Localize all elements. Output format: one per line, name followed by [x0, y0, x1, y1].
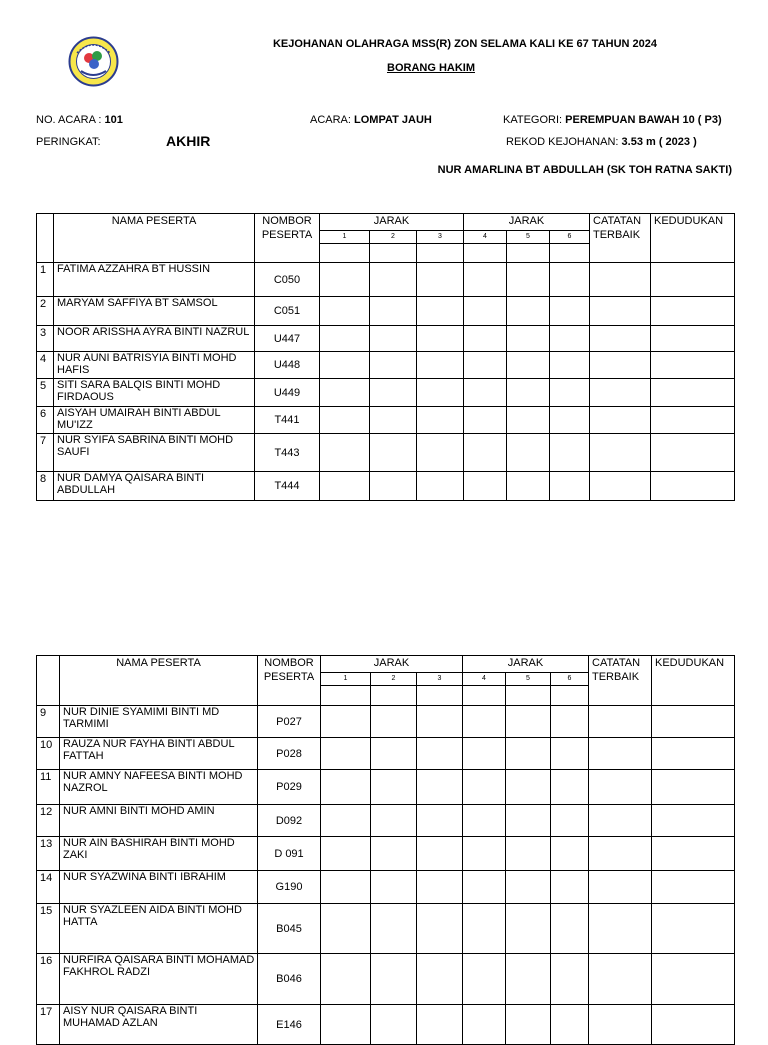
attempt-cell — [371, 686, 417, 706]
attempt-4-input[interactable] — [464, 434, 507, 472]
best-mark-input[interactable] — [590, 434, 651, 472]
attempt-cell — [321, 686, 371, 706]
participant-number: E146 — [258, 1005, 321, 1045]
attempt-2-input[interactable] — [370, 352, 417, 379]
attempt-4-input[interactable] — [463, 1005, 506, 1045]
attempt-3-header: 3 — [417, 231, 464, 244]
position-input[interactable] — [652, 954, 735, 1005]
attempt-cell — [320, 244, 370, 263]
attempt-2-input[interactable] — [371, 805, 417, 837]
position-input[interactable] — [652, 805, 735, 837]
attempt-5-input[interactable] — [507, 407, 550, 434]
participant-number: C051 — [255, 297, 320, 326]
table-row — [37, 904, 735, 954]
table-row — [37, 770, 735, 805]
document-subtitle: BORANG HAKIM — [387, 62, 475, 74]
table-row — [37, 263, 735, 297]
table-row — [37, 379, 735, 407]
attempt-2-input[interactable] — [370, 326, 417, 352]
participant-number: U448 — [255, 352, 320, 379]
attempt-6-input[interactable] — [551, 706, 589, 738]
attempt-6-input[interactable] — [551, 738, 589, 770]
attempt-6-input[interactable] — [551, 1005, 589, 1045]
position-input[interactable] — [651, 352, 735, 379]
participant-name: NUR AMNY NAFEESA BINTI MOHD NAZROL — [60, 770, 258, 805]
attempt-2-input[interactable] — [371, 738, 417, 770]
attempt-6-header: 6 — [550, 231, 590, 244]
row-number: 16 — [37, 954, 60, 1005]
attempt-2-input[interactable] — [370, 407, 417, 434]
record-holder: NUR AMARLINA BT ABDULLAH (SK TOH RATNA SAKTI) — [437, 164, 732, 176]
attempt-cell — [507, 244, 550, 263]
attempt-4-input[interactable] — [463, 837, 506, 871]
row-number: 4 — [37, 352, 54, 379]
attempt-4-input[interactable] — [463, 805, 506, 837]
judging-table-2 — [36, 655, 735, 1045]
position-input[interactable] — [652, 770, 735, 805]
participant-name: FATIMA AZZAHRA BT HUSSIN — [54, 263, 255, 297]
attempt-4-input[interactable] — [464, 297, 507, 326]
participant-name: NUR SYAZLEEN AIDA BINTI MOHD HATTA — [60, 904, 258, 954]
header-position: KEDUDUKAN — [651, 214, 735, 263]
participant-number: B045 — [258, 904, 321, 954]
attempt-1-header: 1 — [320, 231, 370, 244]
row-number: 11 — [37, 770, 60, 805]
participant-name: NUR AIN BASHIRAH BINTI MOHD ZAKI — [60, 837, 258, 871]
participant-name: NUR SYAZWINA BINTI IBRAHIM — [60, 871, 258, 904]
attempt-3-input[interactable] — [417, 904, 463, 954]
attempt-1-input[interactable] — [320, 352, 370, 379]
row-number: 1 — [37, 263, 54, 297]
attempt-4-input[interactable] — [464, 326, 507, 352]
participant-number: C050 — [255, 263, 320, 297]
attempt-3-input[interactable] — [417, 1005, 463, 1045]
participant-number: T444 — [255, 472, 320, 501]
attempt-4-header: 4 — [464, 231, 507, 244]
best-mark-input[interactable] — [590, 297, 651, 326]
table-row — [37, 738, 735, 770]
participant-number: U449 — [255, 379, 320, 407]
attempt-2-input[interactable] — [371, 837, 417, 871]
header-best: CATATAN TERBAIK — [590, 214, 651, 263]
attempt-4-input[interactable] — [463, 954, 506, 1005]
attempt-5-input[interactable] — [507, 326, 550, 352]
meet-record: REKOD KEJOHANAN: 3.53 m ( 2023 ) — [506, 136, 697, 148]
row-number: 2 — [37, 297, 54, 326]
attempt-2-input[interactable] — [371, 706, 417, 738]
participant-name: MARYAM SAFFIYA BT SAMSOL — [54, 297, 255, 326]
participant-name: NUR DAMYA QAISARA BINTI ABDULLAH — [54, 472, 255, 501]
position-input[interactable] — [652, 1005, 735, 1045]
header-distance-2: JARAK — [463, 656, 589, 673]
participant-name: NOOR ARISSHA AYRA BINTI NAZRUL — [54, 326, 255, 352]
attempt-5-input[interactable] — [506, 871, 551, 904]
participant-name: NURFIRA QAISARA BINTI MOHAMAD FAKHROL RADZI — [60, 954, 258, 1005]
attempt-4-header: 4 — [463, 673, 506, 686]
attempt-1-input[interactable] — [321, 904, 371, 954]
position-input[interactable] — [651, 297, 735, 326]
best-mark-input[interactable] — [589, 871, 652, 904]
attempt-2-input[interactable] — [370, 379, 417, 407]
attempt-5-header: 5 — [507, 231, 550, 244]
attempt-6-input[interactable] — [550, 472, 590, 501]
best-mark-input[interactable] — [589, 954, 652, 1005]
participant-number: P029 — [258, 770, 321, 805]
participant-name: AISYAH UMAIRAH BINTI ABDUL MU'IZZ — [54, 407, 255, 434]
position-input[interactable] — [651, 263, 735, 297]
attempt-6-input[interactable] — [551, 871, 589, 904]
attempt-2-input[interactable] — [371, 904, 417, 954]
row-number: 8 — [37, 472, 54, 501]
table-row — [37, 1005, 735, 1045]
attempt-1-input[interactable] — [320, 263, 370, 297]
attempt-5-input[interactable] — [506, 738, 551, 770]
row-number: 9 — [37, 706, 60, 738]
header-distance-1: JARAK — [320, 214, 464, 231]
table-row — [37, 954, 735, 1005]
position-input[interactable] — [651, 472, 735, 501]
attempt-5-input[interactable] — [507, 434, 550, 472]
attempt-4-input[interactable] — [463, 706, 506, 738]
attempt-3-input[interactable] — [417, 770, 463, 805]
corner-cell — [37, 214, 54, 263]
attempt-2-input[interactable] — [370, 434, 417, 472]
best-mark-input[interactable] — [590, 472, 651, 501]
participant-number: D092 — [258, 805, 321, 837]
attempt-2-input[interactable] — [370, 472, 417, 501]
attempt-3-input[interactable] — [417, 434, 464, 472]
position-input[interactable] — [652, 837, 735, 871]
participant-number: G190 — [258, 871, 321, 904]
row-number: 7 — [37, 434, 54, 472]
table-row — [37, 805, 735, 837]
participant-number: U447 — [255, 326, 320, 352]
participant-name: AISY NUR QAISARA BINTI MUHAMAD AZLAN — [60, 1005, 258, 1045]
attempt-2-input[interactable] — [371, 871, 417, 904]
attempt-1-input[interactable] — [321, 837, 371, 871]
attempt-5-input[interactable] — [506, 805, 551, 837]
round-value: AKHIR — [166, 133, 211, 149]
table-row — [37, 352, 735, 379]
attempt-5-input[interactable] — [506, 837, 551, 871]
attempt-1-input[interactable] — [321, 770, 371, 805]
header-distance-1: JARAK — [321, 656, 463, 673]
attempt-2-input[interactable] — [370, 297, 417, 326]
event-name: ACARA: LOMPAT JAUH — [310, 114, 432, 126]
attempt-6-input[interactable] — [550, 352, 590, 379]
attempt-5-input[interactable] — [506, 904, 551, 954]
attempt-3-input[interactable] — [417, 472, 464, 501]
row-number: 15 — [37, 904, 60, 954]
row-number: 6 — [37, 407, 54, 434]
attempt-3-input[interactable] — [417, 379, 464, 407]
attempt-3-header: 3 — [417, 673, 463, 686]
best-mark-input[interactable] — [589, 904, 652, 954]
best-mark-input[interactable] — [589, 706, 652, 738]
attempt-3-input[interactable] — [417, 871, 463, 904]
corner-cell — [37, 656, 60, 706]
round-label: PERINGKAT: — [36, 136, 101, 148]
participant-name: NUR DINIE SYAMIMI BINTI MD TARMIMI — [60, 706, 258, 738]
attempt-5-input[interactable] — [507, 379, 550, 407]
position-input[interactable] — [652, 706, 735, 738]
attempt-3-input[interactable] — [417, 407, 464, 434]
header-distance-2: JARAK — [464, 214, 590, 231]
attempt-1-input[interactable] — [321, 805, 371, 837]
table-row — [37, 706, 735, 738]
table-row — [37, 434, 735, 472]
attempt-5-input[interactable] — [506, 954, 551, 1005]
attempt-1-input[interactable] — [320, 407, 370, 434]
attempt-6-input[interactable] — [550, 263, 590, 297]
attempt-4-input[interactable] — [464, 263, 507, 297]
attempt-3-input[interactable] — [417, 805, 463, 837]
attempt-4-input[interactable] — [463, 738, 506, 770]
row-number: 17 — [37, 1005, 60, 1045]
document-title: KEJOHANAN OLAHRAGA MSS(R) ZON SELAMA KALI KE 67 TAHUN 2024 — [272, 38, 657, 50]
best-mark-input[interactable] — [589, 837, 652, 871]
attempt-1-input[interactable] — [320, 434, 370, 472]
best-mark-input[interactable] — [589, 770, 652, 805]
participant-name: RAUZA NUR FAYHA BINTI ABDUL FATTAH — [60, 738, 258, 770]
attempt-1-input[interactable] — [320, 326, 370, 352]
participant-number: P028 — [258, 738, 321, 770]
attempt-5-input[interactable] — [507, 297, 550, 326]
participant-name: NUR AMNI BINTI MOHD AMIN — [60, 805, 258, 837]
position-input[interactable] — [652, 904, 735, 954]
best-mark-input[interactable] — [590, 379, 651, 407]
attempt-6-input[interactable] — [550, 326, 590, 352]
row-number: 12 — [37, 805, 60, 837]
position-input[interactable] — [651, 379, 735, 407]
participant-number: T441 — [255, 407, 320, 434]
attempt-4-input[interactable] — [463, 871, 506, 904]
attempt-6-input[interactable] — [551, 770, 589, 805]
attempt-5-input[interactable] — [507, 263, 550, 297]
attempt-2-header: 2 — [371, 673, 417, 686]
participant-number: P027 — [258, 706, 321, 738]
attempt-2-input[interactable] — [371, 954, 417, 1005]
attempt-6-input[interactable] — [550, 407, 590, 434]
participant-name: NUR AUNI BATRISYIA BINTI MOHD HAFIS — [54, 352, 255, 379]
attempt-5-input[interactable] — [506, 1005, 551, 1045]
attempt-5-input[interactable] — [506, 770, 551, 805]
attempt-3-input[interactable] — [417, 837, 463, 871]
attempt-1-input[interactable] — [320, 379, 370, 407]
attempt-1-input[interactable] — [321, 871, 371, 904]
row-number: 3 — [37, 326, 54, 352]
position-input[interactable] — [651, 434, 735, 472]
attempt-2-input[interactable] — [370, 263, 417, 297]
attempt-1-input[interactable] — [321, 738, 371, 770]
attempt-1-input[interactable] — [320, 472, 370, 501]
attempt-3-input[interactable] — [417, 263, 464, 297]
attempt-cell — [464, 244, 507, 263]
attempt-1-input[interactable] — [320, 297, 370, 326]
attempt-4-input[interactable] — [463, 770, 506, 805]
best-mark-input[interactable] — [590, 407, 651, 434]
event-number: NO. ACARA : 101 — [36, 114, 123, 126]
position-input[interactable] — [651, 407, 735, 434]
attempt-2-input[interactable] — [371, 770, 417, 805]
header-best: CATATAN TERBAIK — [589, 656, 652, 706]
row-number: 10 — [37, 738, 60, 770]
attempt-5-input[interactable] — [507, 472, 550, 501]
row-number: 13 — [37, 837, 60, 871]
participant-number: T443 — [255, 434, 320, 472]
best-mark-input[interactable] — [590, 263, 651, 297]
attempt-6-input[interactable] — [550, 297, 590, 326]
participant-number: D 091 — [258, 837, 321, 871]
attempt-6-input[interactable] — [551, 954, 589, 1005]
attempt-cell — [550, 244, 590, 263]
attempt-5-header: 5 — [506, 673, 551, 686]
table-row — [37, 837, 735, 871]
participant-number: B046 — [258, 954, 321, 1005]
school-sports-logo — [67, 35, 120, 88]
attempt-2-input[interactable] — [371, 1005, 417, 1045]
event-category: KATEGORI: PEREMPUAN BAWAH 10 ( P3) — [503, 114, 722, 126]
header-name: NAMA PESERTA — [54, 214, 255, 263]
table-row — [37, 297, 735, 326]
attempt-6-input[interactable] — [551, 837, 589, 871]
header-number: NOMBOR PESERTA — [255, 214, 320, 263]
table-row — [37, 871, 735, 904]
attempt-5-input[interactable] — [506, 706, 551, 738]
participant-name: NUR SYIFA SABRINA BINTI MOHD SAUFI — [54, 434, 255, 472]
attempt-3-input[interactable] — [417, 297, 464, 326]
table-row — [37, 326, 735, 352]
table-row — [37, 472, 735, 501]
attempt-2-header: 2 — [370, 231, 417, 244]
attempt-4-input[interactable] — [464, 352, 507, 379]
attempt-4-input[interactable] — [464, 472, 507, 501]
attempt-3-input[interactable] — [417, 738, 463, 770]
attempt-3-input[interactable] — [417, 326, 464, 352]
attempt-5-input[interactable] — [507, 352, 550, 379]
position-input[interactable] — [652, 871, 735, 904]
attempt-6-input[interactable] — [550, 434, 590, 472]
attempt-4-input[interactable] — [463, 904, 506, 954]
position-input[interactable] — [652, 738, 735, 770]
attempt-1-input[interactable] — [321, 954, 371, 1005]
participant-name: SITI SARA BALQIS BINTI MOHD FIRDAOUS — [54, 379, 255, 407]
attempt-1-header: 1 — [321, 673, 371, 686]
row-number: 5 — [37, 379, 54, 407]
attempt-cell — [370, 244, 417, 263]
attempt-3-input[interactable] — [417, 706, 463, 738]
position-input[interactable] — [651, 326, 735, 352]
attempt-cell — [417, 686, 463, 706]
attempt-1-input[interactable] — [321, 1005, 371, 1045]
attempt-1-input[interactable] — [321, 706, 371, 738]
attempt-3-input[interactable] — [417, 352, 464, 379]
attempt-cell — [551, 686, 589, 706]
header-position: KEDUDUKAN — [652, 656, 735, 706]
header-name: NAMA PESERTA — [60, 656, 258, 706]
best-mark-input[interactable] — [590, 352, 651, 379]
attempt-6-input[interactable] — [550, 379, 590, 407]
table-row — [37, 407, 735, 434]
attempt-cell — [463, 686, 506, 706]
judging-table-1 — [36, 213, 735, 501]
attempt-3-input[interactable] — [417, 954, 463, 1005]
best-mark-input[interactable] — [589, 805, 652, 837]
attempt-4-input[interactable] — [464, 407, 507, 434]
best-mark-input[interactable] — [590, 326, 651, 352]
best-mark-input[interactable] — [589, 1005, 652, 1045]
attempt-4-input[interactable] — [464, 379, 507, 407]
best-mark-input[interactable] — [589, 738, 652, 770]
attempt-6-input[interactable] — [551, 805, 589, 837]
attempt-cell — [506, 686, 551, 706]
attempt-6-input[interactable] — [551, 904, 589, 954]
row-number: 14 — [37, 871, 60, 904]
attempt-6-header: 6 — [551, 673, 589, 686]
header-number: NOMBOR PESERTA — [258, 656, 321, 706]
attempt-cell — [417, 244, 464, 263]
